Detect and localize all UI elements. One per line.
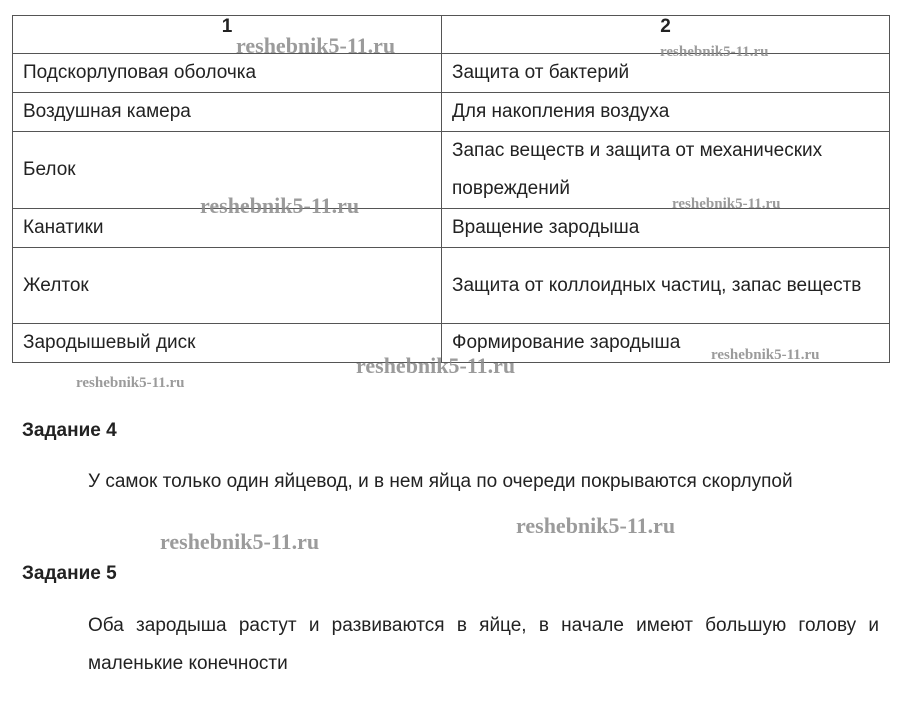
table-row xyxy=(13,248,890,324)
column-header-2: 2 xyxy=(442,16,890,54)
watermark: reshebnik5-11.ru xyxy=(516,513,676,538)
table-row xyxy=(13,93,890,132)
function-cell: Защита от коллоидных частиц, запас веществ xyxy=(442,248,890,324)
structure-cell: Воздушная камера xyxy=(13,93,442,132)
watermark: reshebnik5-11.ru xyxy=(660,44,769,60)
watermark: reshebnik5-11.ru xyxy=(356,353,516,378)
structure-cell: Подскорлуповая оболочка xyxy=(13,54,442,93)
structure-cell: Белок xyxy=(13,132,442,209)
function-cell: Вращение зародыша xyxy=(442,209,890,248)
structure-cell: Канатики xyxy=(13,209,442,248)
answer-table xyxy=(12,15,890,363)
function-cell: Защита от бактерий xyxy=(442,54,890,93)
structure-cell: Зародышевый диск xyxy=(13,324,442,363)
watermark: reshebnik5-11.ru xyxy=(672,196,781,212)
task-5-answer: Оба зародыша растут и развиваются в яйце, в начале имеют большую голову и маленькие конечности xyxy=(88,615,879,674)
function-cell: Для накопления воздуха xyxy=(442,93,890,132)
function-cell: Формирование зародыша xyxy=(442,324,890,363)
function-cell: Запас веществ и защита от механических повреждений xyxy=(442,132,890,209)
structure-cell: Желток xyxy=(13,248,442,324)
task-5-heading: Задание 5 xyxy=(22,563,117,584)
column-header-1: 1 xyxy=(13,16,442,54)
table-row xyxy=(13,209,890,248)
task-4-answer: У самок только один яйцевод, и в нем яйца по очереди покрываются скорлупой xyxy=(88,471,793,492)
task-4-heading: Задание 4 xyxy=(22,420,117,441)
watermark: reshebnik5-11.ru xyxy=(76,375,185,391)
watermark: reshebnik5-11.ru xyxy=(236,33,396,58)
watermark: reshebnik5-11.ru xyxy=(711,347,820,363)
watermark: reshebnik5-11.ru xyxy=(160,529,320,554)
watermark: reshebnik5-11.ru xyxy=(200,193,360,218)
